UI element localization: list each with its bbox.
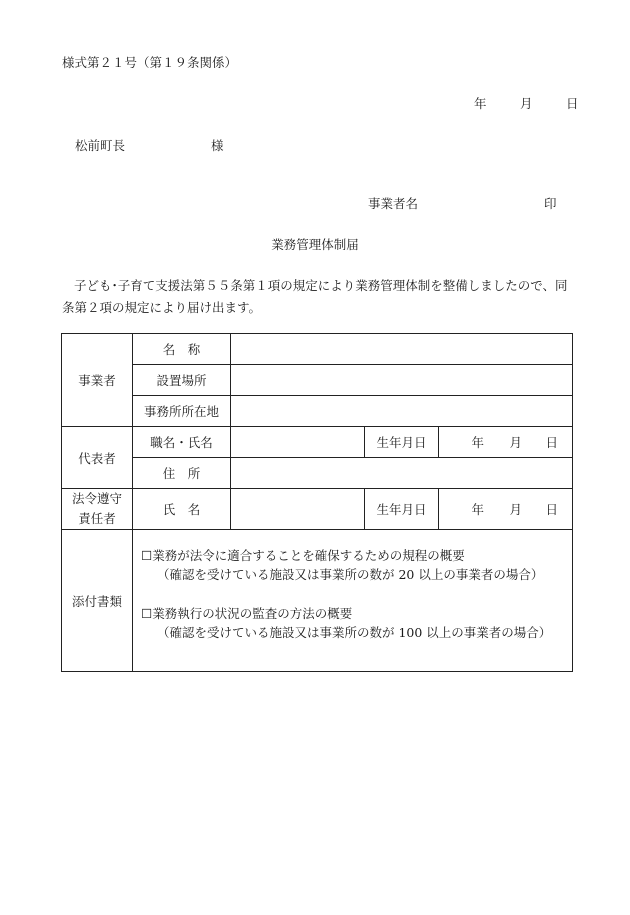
business-office-field[interactable] — [231, 396, 573, 427]
attachment-item[interactable] — [141, 604, 564, 623]
representative-title-name-field[interactable] — [231, 427, 365, 458]
compliance-officer-birthdate-label: 生年月日 — [365, 489, 439, 530]
attachment-item[interactable] — [141, 546, 564, 565]
business-name-label: 名 称 — [133, 334, 231, 365]
date-line — [474, 94, 579, 112]
representative-birthdate-field[interactable] — [439, 427, 573, 458]
business-location-field[interactable] — [231, 365, 573, 396]
date-year-label: 年 — [474, 96, 487, 111]
addressee-name: 松前町長 — [75, 138, 126, 153]
rep-birth-day: 日 — [545, 435, 559, 450]
attachment-text: 業務が法令に適合することを確保するための規程の概要 — [152, 548, 465, 563]
rep-birth-year: 年 — [471, 435, 485, 450]
seal-mark: 印 — [544, 196, 557, 211]
date-day-label: 日 — [566, 96, 579, 111]
rep-birth-month: 月 — [509, 435, 523, 450]
compliance-officer-name-field[interactable] — [231, 489, 365, 530]
checkbox-icon[interactable]: ☐ — [141, 606, 153, 621]
representative-birthdate-label: 生年月日 — [365, 427, 439, 458]
addressee — [75, 136, 224, 154]
addressee-honorific: 様 — [211, 138, 224, 153]
attachment-note: （確認を受けている施設又は事業所の数が 100 以上の事業者の場合） — [157, 625, 552, 640]
form-number: 様式第２１号（第１９条関係） — [62, 55, 238, 70]
document-title: 業務管理体制届 — [271, 237, 359, 252]
compliance-officer-header: 法令遵守 責任者 — [62, 489, 133, 530]
representative-title-name-label: 職名・氏名 — [133, 427, 231, 458]
officer-birth-year: 年 — [471, 502, 485, 517]
business-header: 事業者 — [62, 334, 133, 427]
compliance-officer-birthdate-field[interactable] — [439, 489, 573, 530]
notification-table — [61, 333, 573, 672]
date-month-label: 月 — [520, 96, 533, 111]
applicant-line — [368, 194, 557, 212]
representative-header: 代表者 — [62, 427, 133, 489]
applicant-name-label: 事業者名 — [368, 196, 419, 211]
business-name-field[interactable] — [231, 334, 573, 365]
checkbox-icon[interactable]: ☐ — [141, 548, 153, 563]
body-text: 子ども･子育て支援法第５５条第１項の規定により業務管理体制を整備しましたので、同条第２項の規定により届け出ます。 — [62, 278, 568, 315]
representative-address-field[interactable] — [231, 458, 573, 489]
attachments-list — [133, 530, 573, 672]
business-office-label: 事務所所在地 — [133, 396, 231, 427]
representative-address-label: 住 所 — [133, 458, 231, 489]
attachment-note: （確認を受けている施設又は事業所の数が 20 以上の事業者の場合） — [157, 567, 544, 582]
officer-birth-month: 月 — [509, 502, 523, 517]
attachment-text: 業務執行の状況の監査の方法の概要 — [152, 606, 353, 621]
compliance-officer-name-label: 氏 名 — [133, 489, 231, 530]
officer-birth-day: 日 — [545, 502, 559, 517]
business-location-label: 設置場所 — [133, 365, 231, 396]
attachments-header: 添付書類 — [62, 530, 133, 672]
